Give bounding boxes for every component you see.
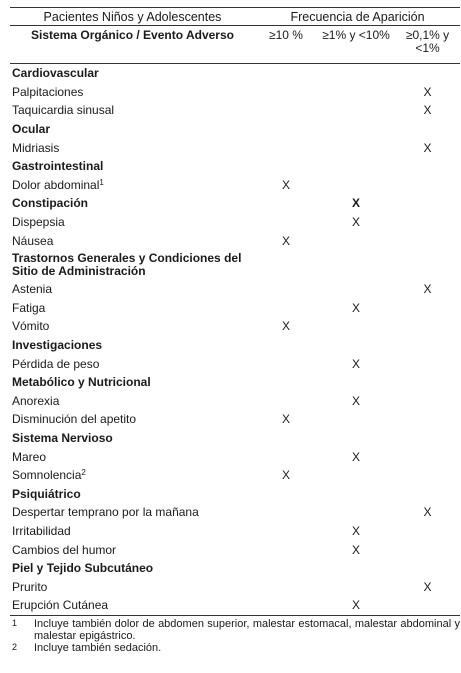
freq-cell-high xyxy=(255,522,317,541)
freq-cell-mid xyxy=(317,83,395,102)
label-text: Sistema Nervioso xyxy=(12,430,113,445)
event-label xyxy=(10,280,255,299)
table-row xyxy=(10,596,460,615)
footnote-number: 2 xyxy=(12,641,18,652)
freq-cell-low xyxy=(395,466,460,485)
label-text: Vómito xyxy=(12,319,50,334)
table-row xyxy=(10,540,460,559)
footnote xyxy=(10,618,460,642)
category-row xyxy=(10,157,460,176)
freq-cell-mid xyxy=(317,64,395,83)
freq-cell-high xyxy=(255,213,317,232)
freq-cell-low xyxy=(395,559,460,578)
freq-cell-high: X xyxy=(281,177,290,192)
freq-cell-low xyxy=(395,299,460,318)
label-text: Taquicardia sinusal xyxy=(12,103,115,118)
label-text: Somnolencia xyxy=(12,468,82,483)
table-row xyxy=(10,101,460,120)
table-row xyxy=(10,299,460,318)
freq-cell-low xyxy=(395,410,460,429)
group-header: Pacientes Niños y Adolescentes xyxy=(10,8,255,26)
label-text: Erupción Cutánea xyxy=(12,598,109,613)
freq-cell-high xyxy=(255,429,317,448)
freq-cell-mid xyxy=(317,231,395,250)
freq-cell-low xyxy=(395,250,460,280)
label-text: Dolor abdominal xyxy=(12,177,100,192)
table-row xyxy=(10,138,460,157)
freq-cell-low xyxy=(395,317,460,336)
freq-cell-high xyxy=(255,484,317,503)
freq-cell-high xyxy=(255,354,317,373)
event-label xyxy=(10,466,255,485)
label-text: Astenia xyxy=(12,282,53,297)
freq-cell-high: X xyxy=(281,468,290,483)
event-label xyxy=(10,231,255,250)
freq-cell-low xyxy=(395,231,460,250)
label-text: Palpitaciones xyxy=(12,84,84,99)
table-row xyxy=(10,83,460,102)
category-label xyxy=(10,250,255,280)
freq-cell-mid xyxy=(317,101,395,120)
table-body xyxy=(10,64,460,616)
freq-cell-high xyxy=(255,596,317,615)
category-row xyxy=(10,336,460,355)
freq-cell-low xyxy=(395,354,460,373)
adverse-events-document xyxy=(10,7,460,654)
label-text: Piel y Tejido Subcutáneo xyxy=(12,561,154,576)
col-mid-header: ≥1% y <10% xyxy=(317,26,395,64)
category-row xyxy=(10,250,460,280)
freq-cell-mid: X xyxy=(351,393,360,408)
freq-cell-low: X xyxy=(423,140,432,155)
freq-cell-high xyxy=(255,64,317,83)
freq-cell-mid xyxy=(317,559,395,578)
table-row xyxy=(10,176,460,195)
freq-cell-low xyxy=(395,336,460,355)
freq-cell-high xyxy=(255,280,317,299)
table-row xyxy=(10,280,460,299)
freq-cell-low xyxy=(395,596,460,615)
event-label xyxy=(10,138,255,157)
freq-cell-low xyxy=(395,213,460,232)
freq-cell-mid xyxy=(317,157,395,176)
label-text: Constipación xyxy=(12,196,89,211)
frequency-header: Frecuencia de Aparición xyxy=(255,8,460,26)
category-label xyxy=(10,429,255,448)
label-text: Trastornos Generales y Condiciones del Sitio de Administración xyxy=(12,250,242,278)
freq-cell-high xyxy=(255,194,317,213)
freq-cell-high: X xyxy=(281,412,290,427)
freq-cell-mid xyxy=(317,176,395,195)
freq-cell-low: X xyxy=(423,282,432,297)
freq-cell-low xyxy=(395,392,460,411)
event-label xyxy=(10,392,255,411)
table-row xyxy=(10,392,460,411)
freq-cell-mid xyxy=(317,503,395,522)
table-row xyxy=(10,522,460,541)
freq-cell-mid xyxy=(317,336,395,355)
label-text: Cambios del humor xyxy=(12,542,117,557)
category-label xyxy=(10,484,255,503)
header-row-top xyxy=(10,8,460,26)
event-label xyxy=(10,447,255,466)
freq-cell-mid: X xyxy=(351,300,360,315)
freq-cell-low xyxy=(395,522,460,541)
table-row xyxy=(10,410,460,429)
event-label xyxy=(10,522,255,541)
freq-cell-high xyxy=(255,138,317,157)
freq-cell-mid: X xyxy=(351,542,360,557)
label-text: Metabólico y Nutricional xyxy=(12,375,151,390)
freq-cell-high xyxy=(255,503,317,522)
freq-cell-mid xyxy=(317,410,395,429)
freq-cell-mid: X xyxy=(351,215,360,230)
freq-cell-mid: X xyxy=(351,196,360,211)
category-label xyxy=(10,120,255,139)
label-text: Ocular xyxy=(12,122,51,137)
freq-cell-low xyxy=(395,447,460,466)
freq-cell-low: X xyxy=(423,505,432,520)
label-text: Prurito xyxy=(12,579,48,594)
freq-cell-low xyxy=(395,176,460,195)
freq-cell-low xyxy=(395,429,460,448)
freq-cell-low: X xyxy=(423,103,432,118)
category-row xyxy=(10,120,460,139)
freq-cell-mid xyxy=(317,577,395,596)
freq-cell-mid xyxy=(317,429,395,448)
label-text: Anorexia xyxy=(12,393,60,408)
label-text: Pérdida de peso xyxy=(12,356,100,371)
event-label xyxy=(10,596,255,615)
freq-cell-high xyxy=(255,157,317,176)
category-row xyxy=(10,194,460,213)
event-label xyxy=(10,299,255,318)
freq-cell-low xyxy=(395,540,460,559)
freq-cell-mid xyxy=(317,280,395,299)
table-row xyxy=(10,503,460,522)
footnotes xyxy=(10,618,460,654)
footnote-ref: 2 xyxy=(81,468,86,478)
label-text: Investigaciones xyxy=(12,338,103,353)
event-label xyxy=(10,101,255,120)
category-row xyxy=(10,429,460,448)
freq-cell-high: X xyxy=(281,319,290,334)
label-text: Midriasis xyxy=(12,140,60,155)
freq-cell-high xyxy=(255,447,317,466)
col-high-header: ≥10 % xyxy=(255,26,317,64)
freq-cell-high xyxy=(255,559,317,578)
footnote-text: Incluye también sedación. xyxy=(34,641,162,654)
label-text: Náusea xyxy=(12,233,54,248)
freq-cell-high xyxy=(255,577,317,596)
footnote-ref: 1 xyxy=(99,177,104,187)
label-text: Psiquiátrico xyxy=(12,486,81,501)
freq-cell-high xyxy=(255,336,317,355)
category-label xyxy=(10,157,255,176)
freq-cell-mid xyxy=(317,466,395,485)
category-label xyxy=(10,373,255,392)
category-row xyxy=(10,484,460,503)
label-text: Fatiga xyxy=(12,300,46,315)
table-row xyxy=(10,231,460,250)
freq-cell-mid xyxy=(317,120,395,139)
adverse-events-table xyxy=(10,7,460,616)
table-row xyxy=(10,354,460,373)
table-row xyxy=(10,317,460,336)
label-text: Despertar temprano por la mañana xyxy=(12,505,199,520)
header-row-columns xyxy=(10,26,460,64)
freq-cell-high xyxy=(255,540,317,559)
freq-cell-mid xyxy=(317,484,395,503)
event-label xyxy=(10,354,255,373)
freq-cell-low: X xyxy=(423,84,432,99)
table-row xyxy=(10,213,460,232)
freq-cell-high xyxy=(255,101,317,120)
freq-cell-mid: X xyxy=(351,356,360,371)
table-row xyxy=(10,447,460,466)
category-row xyxy=(10,559,460,578)
event-label xyxy=(10,176,255,195)
footnote-number: 1 xyxy=(12,617,18,628)
freq-cell-high xyxy=(255,120,317,139)
col-low-header: ≥0,1% y <1% xyxy=(395,26,460,64)
event-label xyxy=(10,213,255,232)
label-text: Gastrointestinal xyxy=(12,159,104,174)
freq-cell-mid xyxy=(317,317,395,336)
freq-cell-low xyxy=(395,373,460,392)
label-text: Dispepsia xyxy=(12,215,65,230)
category-row xyxy=(10,373,460,392)
freq-cell-mid: X xyxy=(351,523,360,538)
label-text: Cardiovascular xyxy=(12,66,99,81)
freq-cell-low xyxy=(395,484,460,503)
category-label xyxy=(10,559,255,578)
label-text: Mareo xyxy=(12,449,47,464)
table-row xyxy=(10,577,460,596)
category-label xyxy=(10,64,255,83)
category-label xyxy=(10,194,255,213)
system-header: Sistema Orgánico / Evento Adverso xyxy=(10,26,255,64)
footnote-text: Incluye también dolor de abdomen superior, malestar estomacal, malestar abdominal y malestar epigástrico. xyxy=(34,617,460,642)
event-label xyxy=(10,540,255,559)
freq-cell-low xyxy=(395,194,460,213)
freq-cell-high xyxy=(255,392,317,411)
category-label xyxy=(10,336,255,355)
freq-cell-high xyxy=(255,250,317,280)
freq-cell-high xyxy=(255,373,317,392)
freq-cell-high xyxy=(255,83,317,102)
freq-cell-mid xyxy=(317,138,395,157)
label-text: Irritabilidad xyxy=(12,523,71,538)
freq-cell-high xyxy=(255,299,317,318)
label-text: Disminución del apetito xyxy=(12,412,137,427)
event-label xyxy=(10,577,255,596)
event-label xyxy=(10,317,255,336)
event-label xyxy=(10,410,255,429)
table-row xyxy=(10,466,460,485)
freq-cell-mid: X xyxy=(317,596,395,615)
freq-cell-low xyxy=(395,64,460,83)
footnote xyxy=(10,642,460,654)
freq-cell-low xyxy=(395,120,460,139)
event-label xyxy=(10,83,255,102)
freq-cell-mid xyxy=(317,250,395,280)
event-label xyxy=(10,503,255,522)
freq-cell-high: X xyxy=(281,233,290,248)
freq-cell-low xyxy=(395,157,460,176)
freq-cell-mid xyxy=(317,373,395,392)
category-row xyxy=(10,64,460,83)
freq-cell-mid: X xyxy=(351,449,360,464)
freq-cell-low: X xyxy=(423,579,432,594)
